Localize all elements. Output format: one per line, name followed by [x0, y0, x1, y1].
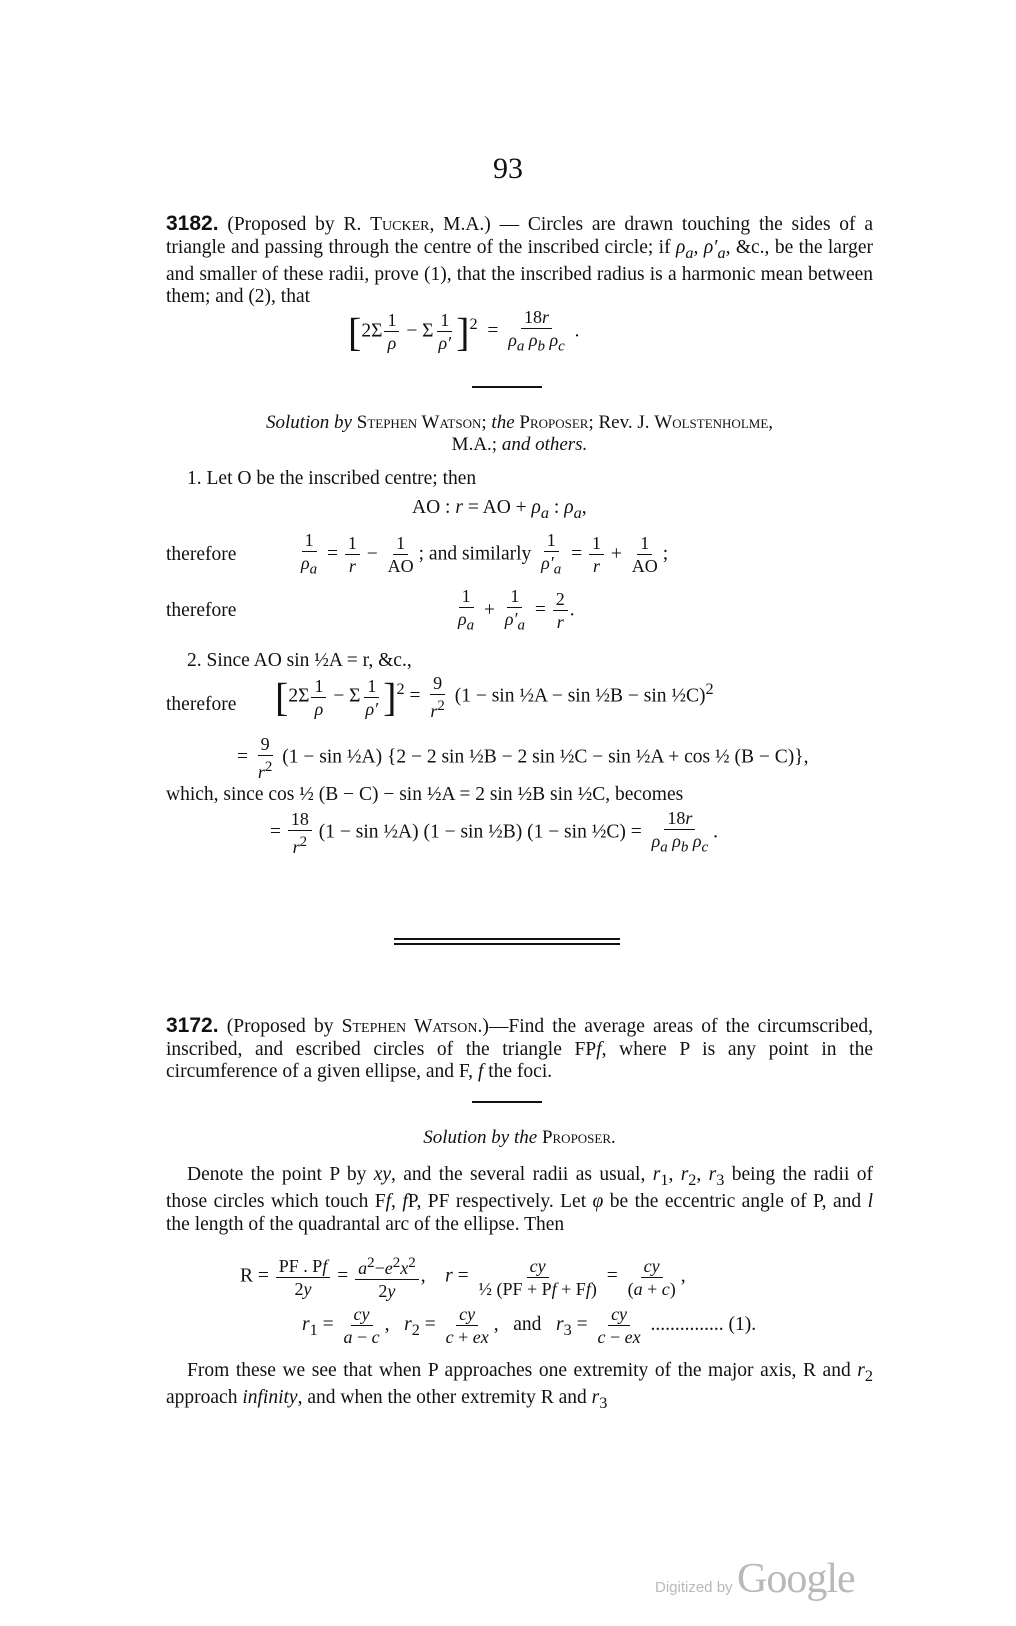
identity-line: which, since cos ½ (B − C) − sin ½A = 2 sin ½B sin ½C, becomes	[166, 784, 684, 805]
page-number: 93	[493, 152, 523, 185]
problem-3182-statement: 3182. (Proposed by R. Tucker, M.A.) — Circles are drawn touching the sides of a triangle and passing through the centre of the inscribed circle; if $\rho_a$, $\rho'_a$, &c., be the larger and smaller of these radii, prove (1), that the inscribed radius is a harmonic mean between them; and (2), that	[166, 212, 874, 308]
radius-equations-1: R = $\frac{PF . Pf}{2y}$ = $\frac{a^2-e^2x^2}{2y}$ , r = $\frac{cy}{\text{½ (PF + Pf + Ff)}}$ = $\frac{cy}{(a + c)}$ ,	[240, 1252, 686, 1302]
final-result: = $\frac{18}{r^2}$ (1 − sin ½A) (1 − sin ½B) (1 − sin ½C) = $\frac{18r}{\rho_a \rho_b \rho_c}$ .	[270, 808, 719, 857]
step1-reciprocal-equation: $\frac{1}{\rho_a}$ = $\frac{1}{r}$ − $\frac{1}{AO}$ ; and similarly $\frac{1}{\rho'_a}$ = $\frac{1}{r}$ + $\frac{1}{AO}$ ;	[301, 530, 669, 578]
step2-equation-1: [2Σ $\frac{1}{\rho}$ − Σ $\frac{1}{\rho'}$ ]$^2$ = $\frac{9}{r^2}$ (1 − sin ½A − sin ½B − sin ½C)$^2$	[275, 673, 714, 721]
therefore-label: therefore	[166, 544, 237, 565]
problem-3172-statement: 3172. (Proposed by Stephen Watson.)—Find the average areas of the circumscribed, inscribed, and escribed circles of the triangle FPf, where P is any point in the circumference of a given ellipse, and F, f the foci.	[166, 1014, 873, 1082]
section-divider	[472, 1101, 542, 1103]
solution-heading-2: Solution by the Proposer.	[423, 1127, 616, 1148]
radius-equations-2: $r_1$ = $\frac{cy}{a - c}$ , $r_2$ = $\frac{cy}{c + ex}$ , and $r_3$ = $\frac{cy}{c - ex}$ ............... (1).	[302, 1304, 757, 1347]
therefore-label: therefore	[166, 694, 237, 715]
step1-equation: AO : r = AO + $\rho_a$ : $\rho_a$,	[412, 497, 587, 522]
step2-intro: 2. Since AO sin ½A = r, &c.,	[187, 650, 412, 671]
solution-heading: Solution by Stephen Watson; the Proposer; Rev. J. Wolstenholme, M.A.; and others.	[265, 412, 774, 455]
step2-equation-2: = $\frac{9}{r^2}$ (1 − sin ½A) {2 − 2 sin ½B − 2 sin ½C − sin ½A + cos ½ (B − C)},	[237, 734, 809, 782]
harmonic-mean-equation: $\frac{1}{\rho_a}$ + $\frac{1}{\rho'_a}$ = $\frac{2}{r}$ .	[458, 586, 575, 634]
problem-3182-formula: [2Σ $\frac{1}{\rho}$ − Σ $\frac{1}{\rho'}$ ]$^2$ = $\frac{18r}{\rho_a \rho_b \rho_c}$ .	[348, 307, 580, 355]
solution-paragraph-1: Denote the point P by xy, and the several radii as usual, $r_1$, $r_2$, $r_3$ being the radii of those circles which touch Ff, fP, PF respectively. Let φ be the eccentric angle of P, and l the length of the quadrantal arc of the ellipse. Then	[166, 1164, 874, 1235]
digitized-watermark	[655, 1555, 855, 1603]
google-logo: Google	[737, 1556, 855, 1602]
therefore-label: therefore	[166, 600, 237, 621]
problem-separator	[394, 938, 620, 945]
section-divider	[472, 386, 542, 388]
problem-number: 3172.	[166, 1014, 219, 1037]
step1-intro: 1. Let O be the inscribed centre; then	[187, 468, 477, 489]
watermark-text: Digitized by	[655, 1579, 733, 1596]
problem-number: 3182.	[166, 212, 219, 235]
solution-paragraph-2: From these we see that when P approaches one extremity of the major axis, R and $r_2$ approach infinity, and when the other extremity R and $r_3$	[166, 1360, 873, 1413]
